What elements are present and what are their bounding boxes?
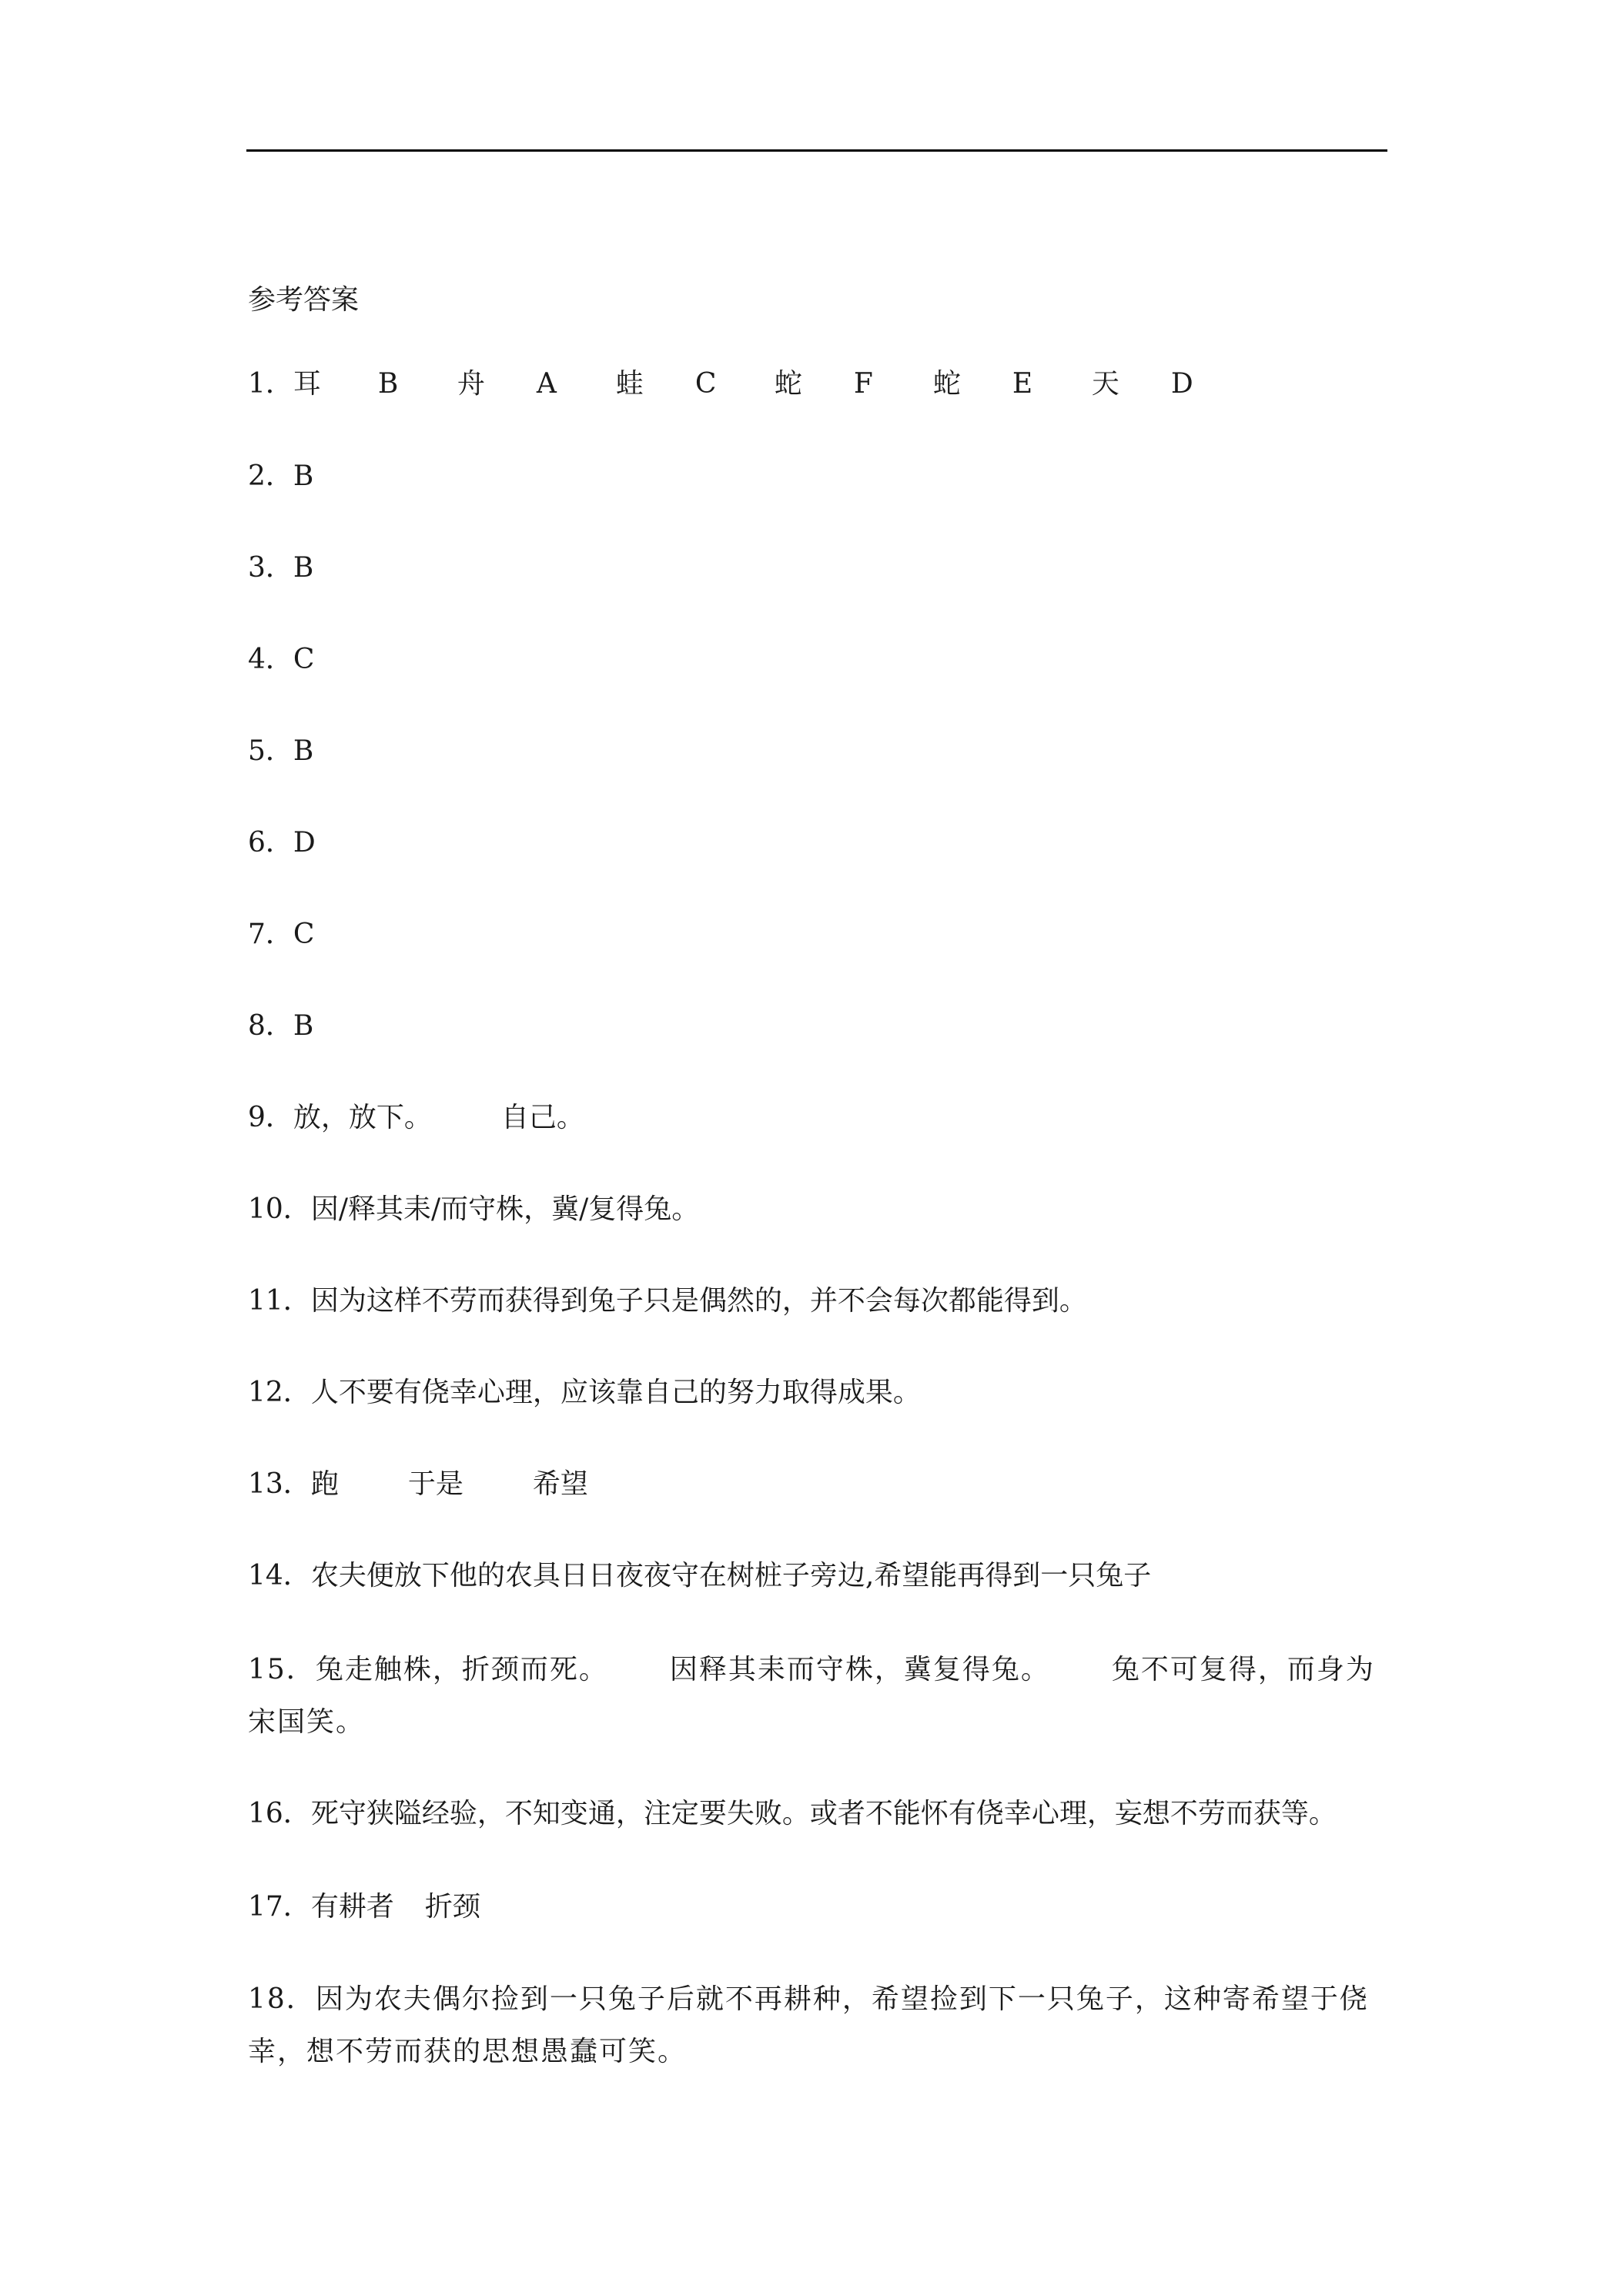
answer-1 [248, 360, 1250, 408]
answer-number: 10． [248, 1193, 311, 1225]
answer-part: 兔不可复得，而身为宋国笑。 [248, 1654, 1375, 1738]
answer-12 [248, 1369, 921, 1417]
answer-cell: 蛙 [615, 368, 644, 400]
answer-cell: A [536, 368, 557, 400]
answer-8 [248, 1002, 313, 1050]
answer-2 [248, 453, 313, 500]
answer-17 [248, 1883, 480, 1931]
answer-number: 18． [248, 1983, 316, 2015]
answer-number: 14． [248, 1560, 311, 1591]
answer-cell: 蛇 [932, 368, 961, 400]
answer-number: 3． [248, 552, 293, 584]
answer-part: 自己。 [500, 1102, 584, 1133]
answer-part: 有耕者 [310, 1891, 394, 1923]
answer-part: 兔走触株，折颈而死。 [315, 1654, 608, 1685]
answer-16 [248, 1790, 1337, 1838]
answer-cell: 舟 [457, 368, 485, 400]
answer-3 [248, 544, 313, 592]
answer-cell: D [1170, 368, 1193, 400]
answer-number: 6． [248, 827, 293, 858]
answer-text: B [293, 552, 314, 584]
answer-number: 8． [248, 1010, 293, 1042]
answer-part: 因释其耒而守株，冀复得兔。 [669, 1654, 1050, 1685]
answer-text: 因/释其耒/而守株，冀/复得兔。 [310, 1193, 700, 1225]
answer-number: 15． [248, 1654, 316, 1685]
answer-cell: 耳 [293, 368, 321, 400]
answer-cell: 天 [1091, 368, 1119, 400]
answer-text: D [293, 827, 316, 858]
answer-text: 因为这样不劳而获得到兔子只是偶然的，并不会每次都能得到。 [310, 1285, 1087, 1317]
answer-cell: F [853, 368, 873, 400]
answer-number: 4． [248, 644, 293, 675]
answer-number: 1． [248, 368, 293, 400]
answer-10 [248, 1186, 699, 1233]
answer-13 [248, 1461, 588, 1508]
answer-number: 5． [248, 735, 293, 767]
answer-number: 7． [248, 919, 293, 950]
answer-number: 11． [248, 1285, 311, 1317]
answer-text: B [293, 735, 314, 767]
answer-part: 跑 [310, 1468, 339, 1500]
answer-part: 希望 [532, 1468, 588, 1500]
answer-14 [248, 1552, 1151, 1600]
answer-cell: 蛇 [774, 368, 802, 400]
answer-9 [248, 1094, 584, 1142]
answer-part: 于是 [407, 1468, 463, 1500]
answer-5 [248, 728, 313, 775]
answer-number: 17． [248, 1891, 311, 1923]
answer-cell: C [694, 368, 717, 400]
answer-6 [248, 819, 316, 867]
header-rule [246, 149, 1387, 152]
answer-part: 折颈 [424, 1891, 480, 1923]
answer-number: 12． [248, 1377, 311, 1408]
answer-text: 农夫便放下他的农具日日夜夜守在树桩子旁边,希望能再得到一只兔子 [310, 1560, 1152, 1591]
answer-number: 2． [248, 460, 293, 492]
page-title: 参考答案 [248, 284, 360, 316]
answer-text: C [293, 644, 315, 675]
answer-text: 人不要有侥幸心理，应该靠自己的努力取得成果。 [310, 1377, 921, 1408]
answer-11 [248, 1277, 1087, 1325]
answer-text: B [293, 1010, 314, 1042]
answer-number: 16． [248, 1798, 311, 1829]
answer-part: 放，放下。 [293, 1102, 432, 1133]
answer-number: 9． [248, 1102, 293, 1133]
answer-text: C [293, 919, 315, 950]
answer-cell: E [1012, 368, 1033, 400]
answer-4 [248, 636, 314, 684]
answer-cell: B [377, 368, 399, 400]
answer-7 [248, 911, 314, 959]
answer-text: 因为农夫偶尔捡到一只兔子后就不再耕种，希望捡到下一只兔子，这种寄希望于侥幸，想不劳而获的思想愚蠢可笑。 [248, 1983, 1369, 2067]
answer-text: B [293, 460, 314, 492]
answer-15 [248, 1644, 1387, 1749]
answer-18 [248, 1973, 1387, 2078]
answer-number: 13． [248, 1468, 311, 1500]
answer-text: 死守狭隘经验，不知变通，注定要失败。或者不能怀有侥幸心理，妄想不劳而获等。 [310, 1798, 1337, 1829]
